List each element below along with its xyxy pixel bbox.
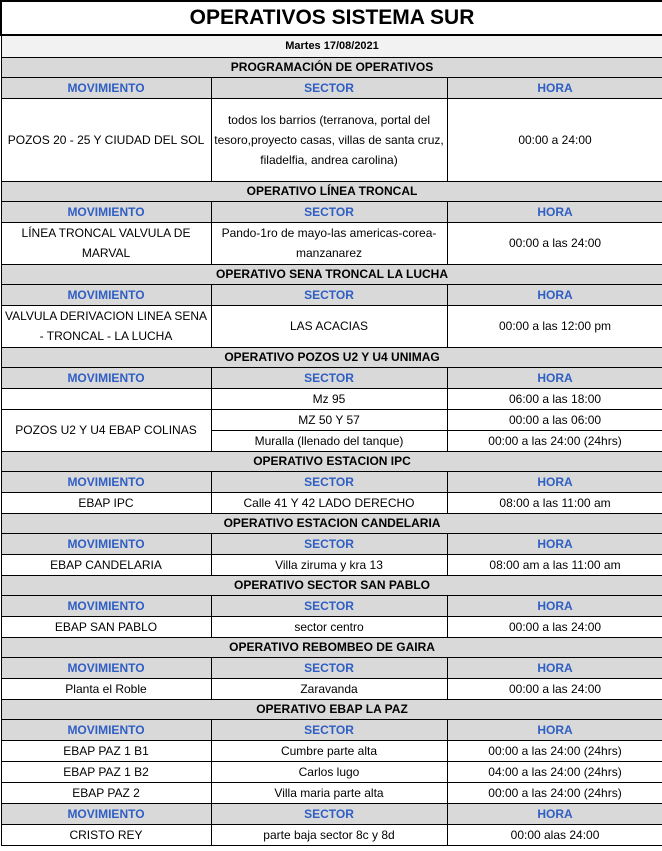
- cell-movimiento: EBAP IPC: [1, 492, 211, 513]
- table-row: [1, 388, 662, 409]
- section-row: [1, 451, 662, 471]
- section-title: OPERATIVO POZOS U2 Y U4 UNIMAG: [1, 347, 662, 367]
- header-sector: SECTOR: [211, 533, 447, 554]
- section-title: OPERATIVO LÍNEA TRONCAL: [1, 181, 662, 201]
- header-movimiento: MOVIMIENTO: [1, 471, 211, 492]
- section-title: OPERATIVO ESTACION CANDELARIA: [1, 513, 662, 533]
- table-row: [1, 409, 662, 430]
- section-row: [1, 347, 662, 367]
- section-row: [1, 699, 662, 719]
- cell-movimiento: POZOS 20 - 25 Y CIUDAD DEL SOL: [1, 98, 211, 181]
- header-movimiento: MOVIMIENTO: [1, 533, 211, 554]
- header-movimiento: MOVIMIENTO: [1, 201, 211, 222]
- cell-movimiento: EBAP PAZ 1 B2: [1, 761, 211, 782]
- cell-sector: Pando-1ro de mayo-las americas-corea-manzanarez: [211, 222, 447, 264]
- column-header-row: [1, 201, 662, 222]
- cell-hora: 04:00 a las 24:00 (24hrs): [447, 761, 662, 782]
- cell-hora: 08:00 a las 11:00 am: [447, 492, 662, 513]
- table-row: [1, 824, 662, 845]
- header-movimiento: MOVIMIENTO: [1, 367, 211, 388]
- cell-sector: Carlos lugo: [211, 761, 447, 782]
- cell-hora: 00:00 alas 24:00: [447, 824, 662, 845]
- cell-sector: Calle 41 Y 42 LADO DERECHO: [211, 492, 447, 513]
- header-hora: HORA: [447, 719, 662, 740]
- column-header-row: [1, 533, 662, 554]
- table-row: [1, 782, 662, 803]
- header-movimiento: MOVIMIENTO: [1, 657, 211, 678]
- column-header-row: [1, 367, 662, 388]
- column-header-row: [1, 595, 662, 616]
- section-title: OPERATIVO EBAP LA PAZ: [1, 699, 662, 719]
- header-hora: HORA: [447, 533, 662, 554]
- title-row: [1, 1, 662, 35]
- header-hora: HORA: [447, 284, 662, 305]
- table-row: [1, 554, 662, 575]
- cell-movimiento: EBAP CANDELARIA: [1, 554, 211, 575]
- header-sector: SECTOR: [211, 201, 447, 222]
- header-sector: SECTOR: [211, 657, 447, 678]
- table-row: [1, 740, 662, 761]
- section-row: [1, 575, 662, 595]
- header-movimiento: MOVIMIENTO: [1, 719, 211, 740]
- header-sector: SECTOR: [211, 367, 447, 388]
- cell-movimiento: EBAP SAN PABLO: [1, 616, 211, 637]
- cell-hora: 00:00 a 24:00: [447, 98, 662, 181]
- cell-sector: MZ 50 Y 57: [211, 409, 447, 430]
- header-sector: SECTOR: [211, 719, 447, 740]
- column-header-row: [1, 803, 662, 824]
- table-row: [1, 222, 662, 264]
- cell-sector: sector centro: [211, 616, 447, 637]
- header-sector: SECTOR: [211, 595, 447, 616]
- header-movimiento: MOVIMIENTO: [1, 77, 211, 98]
- date-label: Martes 17/08/2021: [1, 35, 662, 57]
- header-sector: SECTOR: [211, 803, 447, 824]
- sheet-title: OPERATIVOS SISTEMA SUR: [1, 1, 662, 35]
- cell-hora: 06:00 a las 18:00: [447, 388, 662, 409]
- column-header-row: [1, 284, 662, 305]
- header-sector: SECTOR: [211, 77, 447, 98]
- cell-hora: 00:00 a las 24:00: [447, 678, 662, 699]
- header-sector: SECTOR: [211, 471, 447, 492]
- cell-movimiento: LÍNEA TRONCAL VALVULA DE MARVAL: [1, 222, 211, 264]
- cell-movimiento: CRISTO REY: [1, 824, 211, 845]
- table-row: [1, 761, 662, 782]
- cell-movimiento: EBAP PAZ 1 B1: [1, 740, 211, 761]
- cell-movimiento: Planta el Roble: [1, 678, 211, 699]
- cell-movimiento: [1, 388, 211, 409]
- date-row: [1, 35, 662, 57]
- section-row: [1, 637, 662, 657]
- section-title: PROGRAMACIÓN DE OPERATIVOS: [1, 57, 662, 77]
- cell-movimiento: POZOS U2 Y U4 EBAP COLINAS: [1, 409, 211, 451]
- header-hora: HORA: [447, 595, 662, 616]
- cell-sector: Villa ziruma y kra 13: [211, 554, 447, 575]
- cell-hora: 08:00 am a las 11:00 am: [447, 554, 662, 575]
- header-movimiento: MOVIMIENTO: [1, 595, 211, 616]
- cell-hora: 00:00 a las 24:00 (24hrs): [447, 782, 662, 803]
- table-row: [1, 616, 662, 637]
- section-row: [1, 57, 662, 77]
- header-hora: HORA: [447, 77, 662, 98]
- column-header-row: [1, 471, 662, 492]
- header-hora: HORA: [447, 803, 662, 824]
- cell-sector: LAS ACACIAS: [211, 305, 447, 347]
- header-sector: SECTOR: [211, 284, 447, 305]
- cell-hora: 00:00 a las 24:00: [447, 222, 662, 264]
- header-movimiento: MOVIMIENTO: [1, 803, 211, 824]
- cell-hora: 00:00 a las 24:00 (24hrs): [447, 740, 662, 761]
- table-row: [1, 98, 662, 181]
- section-title: OPERATIVO ESTACION IPC: [1, 451, 662, 471]
- column-header-row: [1, 77, 662, 98]
- cell-sector: Mz 95: [211, 388, 447, 409]
- section-title: OPERATIVO REBOMBEO DE GAIRA: [1, 637, 662, 657]
- header-hora: HORA: [447, 367, 662, 388]
- header-movimiento: MOVIMIENTO: [1, 284, 211, 305]
- section-row: [1, 181, 662, 201]
- column-header-row: [1, 719, 662, 740]
- column-header-row: [1, 657, 662, 678]
- section-title: OPERATIVO SENA TRONCAL LA LUCHA: [1, 264, 662, 284]
- header-hora: HORA: [447, 471, 662, 492]
- cell-movimiento: EBAP PAZ 2: [1, 782, 211, 803]
- section-row: [1, 513, 662, 533]
- cell-sector: Villa maria parte alta: [211, 782, 447, 803]
- section-title: OPERATIVO SECTOR SAN PABLO: [1, 575, 662, 595]
- cell-sector: Muralla (llenado del tanque): [211, 430, 447, 451]
- table-row: [1, 678, 662, 699]
- cell-sector: Zaravanda: [211, 678, 447, 699]
- cell-hora: 00:00 a las 12:00 pm: [447, 305, 662, 347]
- cell-hora: 00:00 a las 24:00: [447, 616, 662, 637]
- cell-sector: parte baja sector 8c y 8d: [211, 824, 447, 845]
- table-row: [1, 492, 662, 513]
- cell-sector: Cumbre parte alta: [211, 740, 447, 761]
- table-row: [1, 305, 662, 347]
- cell-movimiento: VALVULA DERIVACION LINEA SENA - TRONCAL - LA LUCHA: [1, 305, 211, 347]
- cell-hora: 00:00 a las 06:00: [447, 409, 662, 430]
- section-row: [1, 264, 662, 284]
- cell-hora: 00:00 a las 24:00 (24hrs): [447, 430, 662, 451]
- cell-sector: todos los barrios (terranova, portal del tesoro,proyecto casas, villas de santa cruz, filadelfia, andrea carolina): [211, 98, 447, 181]
- header-hora: HORA: [447, 201, 662, 222]
- header-hora: HORA: [447, 657, 662, 678]
